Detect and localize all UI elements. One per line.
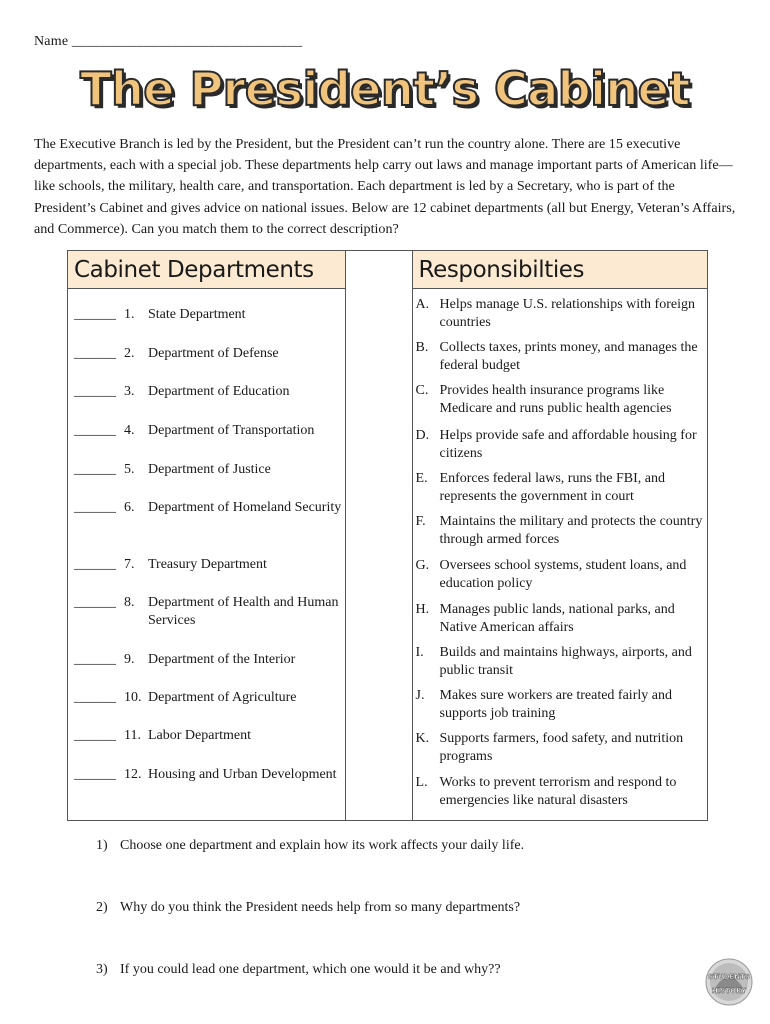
answer-blank[interactable]: ______ (74, 500, 116, 515)
responsibility-item (416, 427, 708, 462)
department-name: Department of Defense (148, 346, 279, 361)
responsibility-item (416, 774, 708, 809)
answer-blank[interactable]: ______ (74, 307, 116, 322)
department-item (74, 345, 342, 363)
answer-blank[interactable]: ______ (74, 595, 116, 610)
department-name: Housing and Urban Development (148, 767, 337, 782)
department-number: 12. (124, 767, 142, 782)
department-number: 8. (124, 595, 135, 610)
answer-blank[interactable]: ______ (74, 462, 116, 477)
responsibility-text: Helps provide safe and affordable housing for citizens (439, 428, 697, 461)
svg-text:STUDENTS: STUDENTS (708, 973, 750, 981)
responsibility-text: Provides health insurance programs like Medicare and runs public health agencies (439, 383, 672, 416)
department-name: Department of Transportation (148, 423, 315, 438)
department-name: Department of Education (148, 384, 290, 399)
departments-heading: Cabinet Departments (68, 251, 345, 289)
responsibility-text: Collects taxes, prints money, and manages the federal budget (439, 340, 698, 373)
responsibility-item (416, 730, 708, 765)
responsibilities-column (412, 251, 707, 820)
department-name: Department of the Interior (148, 652, 296, 667)
matching-table (67, 250, 708, 821)
responsibility-letter: G. (415, 558, 430, 573)
responsibility-item (416, 339, 708, 374)
answer-blank[interactable]: ______ (74, 557, 116, 572)
responsibility-letter: C. (415, 383, 429, 398)
departments-column (68, 251, 346, 820)
responsibility-item (416, 601, 708, 636)
responsibility-item (416, 513, 708, 548)
name-field-label: Name ________________________________ (34, 34, 303, 49)
question-text: If you could lead one department, which one would it be and why?? (120, 962, 501, 977)
page-title: The President’s Cabinet (80, 62, 690, 116)
answer-blank[interactable]: ______ (74, 346, 116, 361)
intro-paragraph: The Executive Branch is led by the President, but the President can’t run the country alone. There are 15 executive departments, each with a special job. These departments help carry out laws and manage important parts of American life—like schools, the military, health care, and transportation. Each department is led by a Secretary, who is part of the President’s Cabinet and gives advice on national issues. Below are 12 cabinet departments (all but Energy, Veteran’s Affairs, and Commerce). Can you match them to the correct description? (34, 136, 736, 237)
responsibilities-heading: Responsibilties (413, 251, 707, 289)
question-item (96, 962, 501, 978)
department-item (74, 727, 342, 745)
responsibility-text: Works to prevent terrorism and respond to emergencies like natural disasters (439, 775, 677, 808)
department-item (74, 651, 342, 669)
responsibility-letter: K. (415, 731, 430, 746)
department-name: Department of Agriculture (148, 690, 297, 705)
responsibility-text: Manages public lands, national parks, and Native American affairs (439, 602, 675, 635)
students-of-history-logo-icon (705, 958, 753, 1006)
responsibility-text: Maintains the military and protects the country through armed forces (439, 514, 703, 547)
responsibility-letter: E. (415, 471, 428, 486)
department-name: Labor Department (148, 728, 252, 743)
question-item (96, 838, 524, 854)
responsibility-text: Builds and maintains highways, airports, and public transit (439, 645, 692, 678)
department-number: 4. (124, 423, 135, 438)
responsibility-letter: I. (415, 645, 424, 660)
department-item (74, 306, 342, 324)
responsibility-text: Oversees school systems, student loans, and education policy (439, 558, 687, 591)
responsibility-text: Enforces federal laws, runs the FBI, and represents the government in court (439, 471, 665, 504)
answer-blank[interactable]: ______ (74, 728, 116, 743)
department-item (74, 594, 342, 629)
department-item (74, 689, 342, 707)
responsibility-item (416, 382, 708, 417)
responsibility-text: Makes sure workers are treated fairly and supports job training (439, 688, 672, 721)
responsibility-item (416, 470, 708, 505)
department-number: 11. (124, 728, 141, 743)
department-number: 10. (124, 690, 142, 705)
department-number: 9. (124, 652, 135, 667)
department-name: Department of Homeland Security (148, 500, 342, 515)
svg-text:HISTORY: HISTORY (711, 987, 747, 995)
answer-blank[interactable]: ______ (74, 652, 116, 667)
answer-blank[interactable]: ______ (74, 423, 116, 438)
responsibility-letter: J. (415, 688, 425, 703)
question-item (96, 900, 520, 916)
department-item (74, 422, 342, 440)
question-text: Choose one department and explain how its work affects your daily life. (120, 838, 525, 853)
question-number: 1) (96, 838, 108, 853)
department-item (74, 461, 342, 479)
department-number: 2. (124, 346, 135, 361)
responsibility-letter: F. (415, 514, 426, 529)
responsibility-item (416, 296, 708, 331)
question-number: 3) (96, 962, 108, 977)
question-number: 2) (96, 900, 108, 915)
responsibility-letter: D. (415, 428, 430, 443)
department-item (74, 383, 342, 401)
responsibility-text: Helps manage U.S. relationships with foreign countries (439, 297, 695, 330)
responsibility-item (416, 557, 708, 592)
responsibility-item (416, 644, 708, 679)
responsibility-letter: B. (415, 340, 429, 355)
department-number: 5. (124, 462, 135, 477)
answer-blank[interactable]: ______ (74, 384, 116, 399)
department-item (74, 499, 342, 517)
answer-blank[interactable]: ______ (74, 767, 116, 782)
responsibility-letter: H. (415, 602, 430, 617)
department-item (74, 766, 342, 784)
responsibility-letter: A. (415, 297, 430, 312)
responsibility-text: Supports farmers, food safety, and nutrition programs (439, 731, 684, 764)
department-name: State Department (148, 307, 246, 322)
answer-blank[interactable]: ______ (74, 690, 116, 705)
department-name: Treasury Department (148, 557, 267, 572)
question-text: Why do you think the President needs help from so many departments? (120, 900, 521, 915)
department-name: Department of Justice (148, 462, 271, 477)
department-number: 7. (124, 557, 135, 572)
department-number: 1. (124, 307, 135, 322)
department-name: Department of Health and Human Services (148, 595, 339, 628)
department-item (74, 556, 342, 574)
department-number: 3. (124, 384, 135, 399)
responsibility-item (416, 687, 708, 722)
department-number: 6. (124, 500, 135, 515)
responsibility-letter: L. (415, 775, 428, 790)
